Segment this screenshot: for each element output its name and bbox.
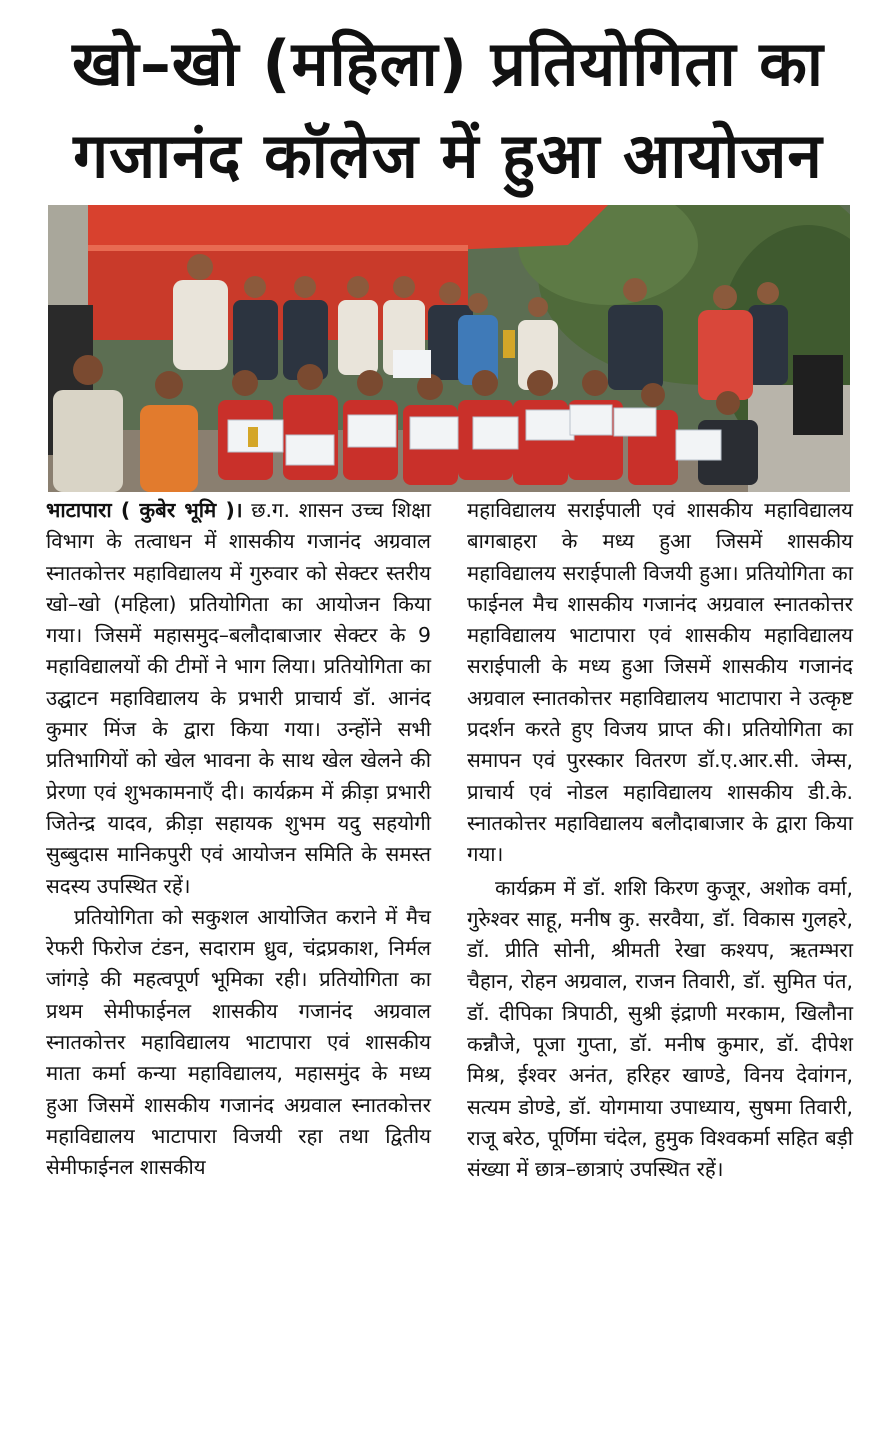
event-photo-illustration [48, 205, 850, 492]
dateline: भाटापारा ( कुबेर भूमि )। [46, 498, 243, 522]
headline-line-1: खो–खो (महिला) प्रतियोगिता का [72, 27, 824, 100]
article-column-left [46, 495, 431, 1184]
article-paragraph: प्रतियोगिता को सकुशल आयोजित कराने में मैच रेफरी फिरोज टंडन, सदाराम ध्रुव, चंद्रप्रकाश, निर्मल जांगड़े की महत्वपूर्ण भूमिका रही। प्रतियोगिता का प्रथम सेमीफाईनल शासकीय गजानंद अग्रवाल स्नातकोत्तर महाविद्यालय भाटापारा एवं शासकीय माता कर्मा कन्या महाविद्यालय, महासमुंद के मध्य हुआ जिसमें शासकीय गजानंद अग्रवाल स्नातकोत्तर महाविद्यालय भाटापारा विजयी रहा तथा द्वितीय सेमीफाईनल शासकीय [46, 904, 431, 1180]
headline [0, 18, 896, 202]
article-column-right [467, 495, 853, 1186]
article-text: छ.ग. शासन उच्च शिक्षा विभाग के तत्वाधन में शासकीय गजानंद अग्रवाल स्नातकोत्तर महाविद्यालय में गुरुवार को सेक्टर स्तरीय खो–खो (महिला) प्रतियोगिता का आयोजन किया गया। जिसमें महासमुद–बलौदाबाजार सेक्टर के 9 महाविद्यालयों की टीमों ने भाग लिया। प्रतियोगिता का उद्घाटन महाविद्यालय के प्रभारी प्राचार्य डॉ. आनंद कुमार मिंज के द्वारा किया गया। उन्होंने सभी प्रतिभागियों को खेल भावना के साथ खेल खेलने की प्रेरणा एवं शुभकामनाएँ दी। कार्यक्रम में क्रीड़ा प्रभारी जितेन्द्र यादव, क्रीड़ा सहायक शुभम यदु सहयोगी सुब्बुदास मानिकपुरी एवं आयोजन समिति के समस्त सदस्य उपस्थित रहें। [46, 498, 431, 898]
headline-line-2: गजानंद कॉलेज में हुआ आयोजन [73, 119, 823, 192]
article-paragraph: महाविद्यालय सराईपाली एवं शासकीय महाविद्यालय बागबाहरा के मध्य हुआ जिसमें शासकीय महाविद्यालय सराईपाली विजयी हुआ। प्रतियोगिता का फाईनल मैच शासकीय गजानंद अग्रवाल स्नातकोत्तर महाविद्यालय भाटापारा एवं शासकीय महाविद्यालय सराईपाली के मध्य हुआ जिसमें शासकीय गजानंद अग्रवाल स्नातकोत्तर महाविद्यालय भाटापारा ने उत्कृष्ट प्रदर्शन करते हुए विजय प्राप्त की। प्रतियोगिता का समापन एवं पुरस्कार वितरण डॉ.ए.आर.सी. जेम्स, प्राचार्य एवं नोडल महाविद्यालय शासकीय डी.के. स्नातकोत्तर महाविद्यालय बलौदाबाजार के द्वारा किया गया। [467, 498, 853, 867]
article-paragraph: कार्यक्रम में डॉ. शशि किरण कुजूर, अशोक वर्मा, गुरुेश्वर साहू, मनीष कु. सरवैया, डॉ. विकास गुलहरे, डॉ. प्रीति सोनी, श्रीमती रेखा कश्यप, ऋतम्भरा चैहान, रोहन अग्रवाल, राजन तिवारी, डॉ. सुमित पंत, डॉ. दीपिका त्रिपाठी, सुश्री इंद्राणी मरकाम, खिलौना कन्नौजे, पूजा गुप्ता, डॉ. मनीष कुमार, डॉ. दीपेश मिश्र, ईश्वर अनंत, हरिहर खाण्डे, विनय देवांगन, सत्यम डोण्डे, डॉ. योगमाया उपाध्याय, सुषमा तिवारी, राजू बरेठ, पूर्णिमा चंदेल, हुमुक विश्वकर्मा सहित बड़ी संख्या में छात्र–छात्राएं उपस्थित रहें। [467, 875, 853, 1182]
event-photo [48, 205, 850, 492]
article-paragraph [46, 495, 431, 902]
